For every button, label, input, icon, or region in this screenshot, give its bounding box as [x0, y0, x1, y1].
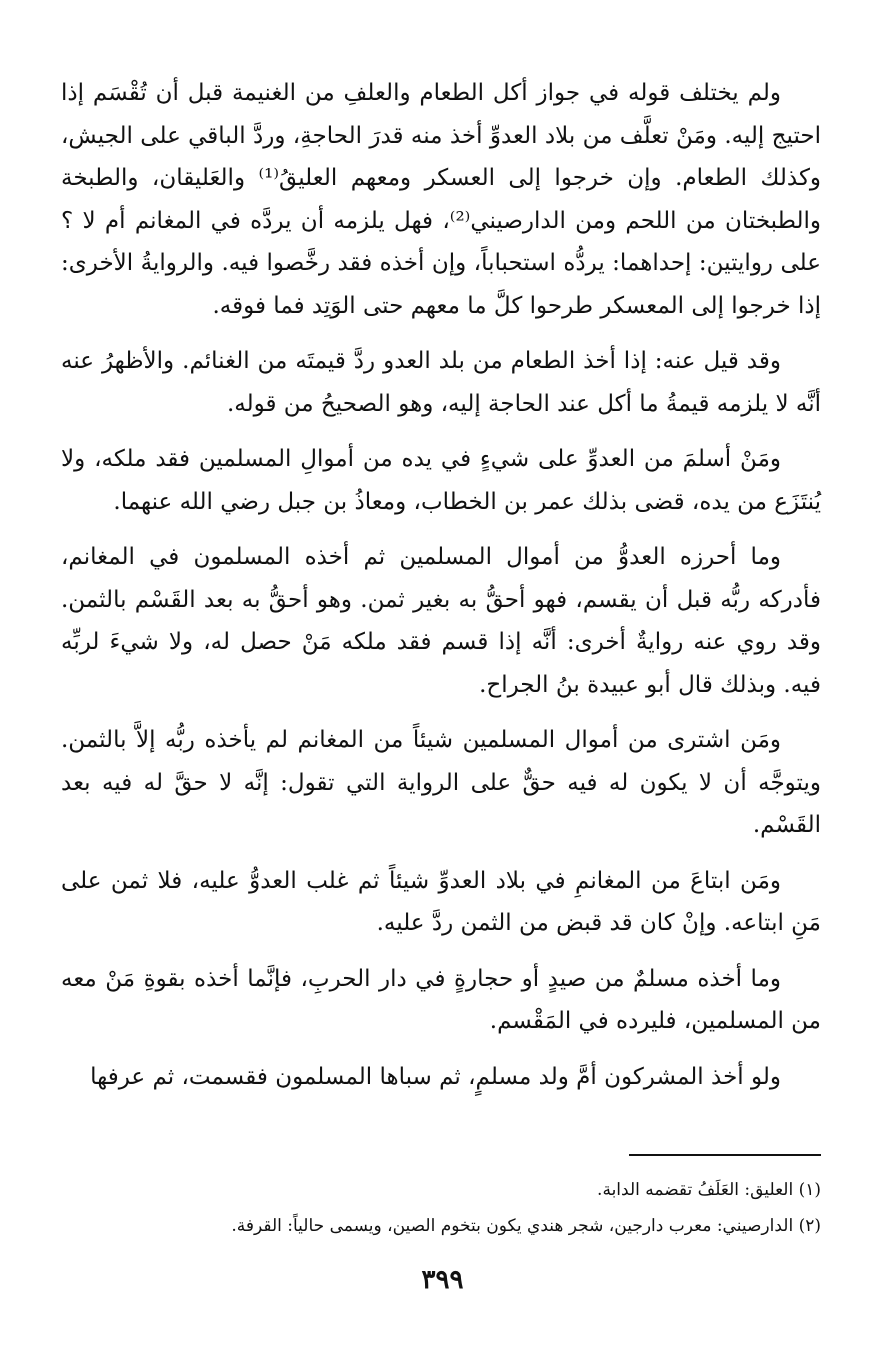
- page-body: [61, 72, 821, 1111]
- footnote-1: (١) العليق: العَلَفُ تقضمه الدابة.: [597, 1180, 821, 1200]
- paragraph-4: وما أحرزه العدوُّ من أموال المسلمين ثم أخذه المسلمون في المغانم، فأدركه ربُّه قبل أن يقسم، فهو أحقُّ به بغير ثمن. وهو أحقُّ به بعد القَسْم بالثمن. وقد روي عنه روايةٌ أخرى: أنَّه إذا قسم فقد ملكه مَنْ حصل له، ولا شيءَ لربِّه فيه. وبذلك قال أبو عبيدة بنُ الجراح.: [61, 544, 821, 698]
- paragraph-7: وما أخذه مسلمٌ من صيدٍ أو حجارةٍ في دار الحربِ، فإنَّما أخذه بقوةِ مَنْ معه من المسلمين، فليرده في المَقْسم.: [61, 965, 821, 1034]
- paragraph-2: وقد قيل عنه: إذا أخذ الطعام من بلد العدو ردَّ قيمتَه من الغنائم. والأظهرُ عنه أنَّه لا يلزمه قيمةُ ما أكل عند الحاجة إليه، وهو الصحيحُ من قوله.: [61, 348, 821, 417]
- page-number: ٣٩٩: [421, 1265, 464, 1295]
- footnotes: [61, 1172, 821, 1244]
- paragraph-5: ومَن اشترى من أموال المسلمين شيئاً من المغانم لم يأخذه ربُّه إلاَّ بالثمن. ويتوجَّه أن لا يكون له فيه حقٌّ على الرواية التي تقول: إنَّه لا حقَّ له فيه بعد القَسْم.: [61, 727, 821, 838]
- footnote-2: (٢) الدارصيني: معرب دارجين، شجر هندي يكون بتخوم الصين، ويسمى حالياً: القرفة.: [231, 1216, 821, 1236]
- paragraph-8: ولو أخذ المشركون أمَّ ولد مسلمٍ، ثم سباها المسلمون فقسمت، ثم عرفها: [90, 1063, 781, 1090]
- paragraph-1: ولم يختلف قوله في جواز أكل الطعام والعلفِ من الغنيمة قبل أن تُقْسَم إذا احتيج إليه. ومَنْ تعلَّف من بلاد العدوِّ أخذ منه قدرَ الحاجةِ، وردَّ الباقي على الجيش، وكذلك الطعام. وإن خرجوا إلى العسكر ومعهم العليقُ⁽¹⁾ والعَليقان، والطبخة والطبختان من اللحم ومن الدارصيني⁽²⁾، فهل يلزمه أن يردَّه في المغانم أم لا ؟ على روايتين: إحداهما: يردُّه استحباباً، وإن أخذه فقد رخَّصوا فيه. والروايةُ الأخرى: إذا خرجوا إلى المعسكر طرحوا كلَّ ما معهم حتى الوَتِد فما فوقه.: [61, 80, 821, 319]
- paragraph-3: ومَنْ أسلمَ من العدوِّ على شيءٍ في يده من أموالِ المسلمين فقد ملكه، ولا يُنتَزَع من يده، قضى بذلك عمر بن الخطاب، ومعاذُ بن جبل رضي الله عنهما.: [61, 446, 821, 515]
- paragraph-6: ومَن ابتاعَ من المغانمِ في بلاد العدوِّ شيئاً ثم غلب العدوُّ عليه، فلا ثمن على مَنِ ابتاعه. وإنْ كان قد قبض من الثمن ردَّ عليه.: [61, 867, 821, 936]
- footnote-divider: [629, 1154, 821, 1156]
